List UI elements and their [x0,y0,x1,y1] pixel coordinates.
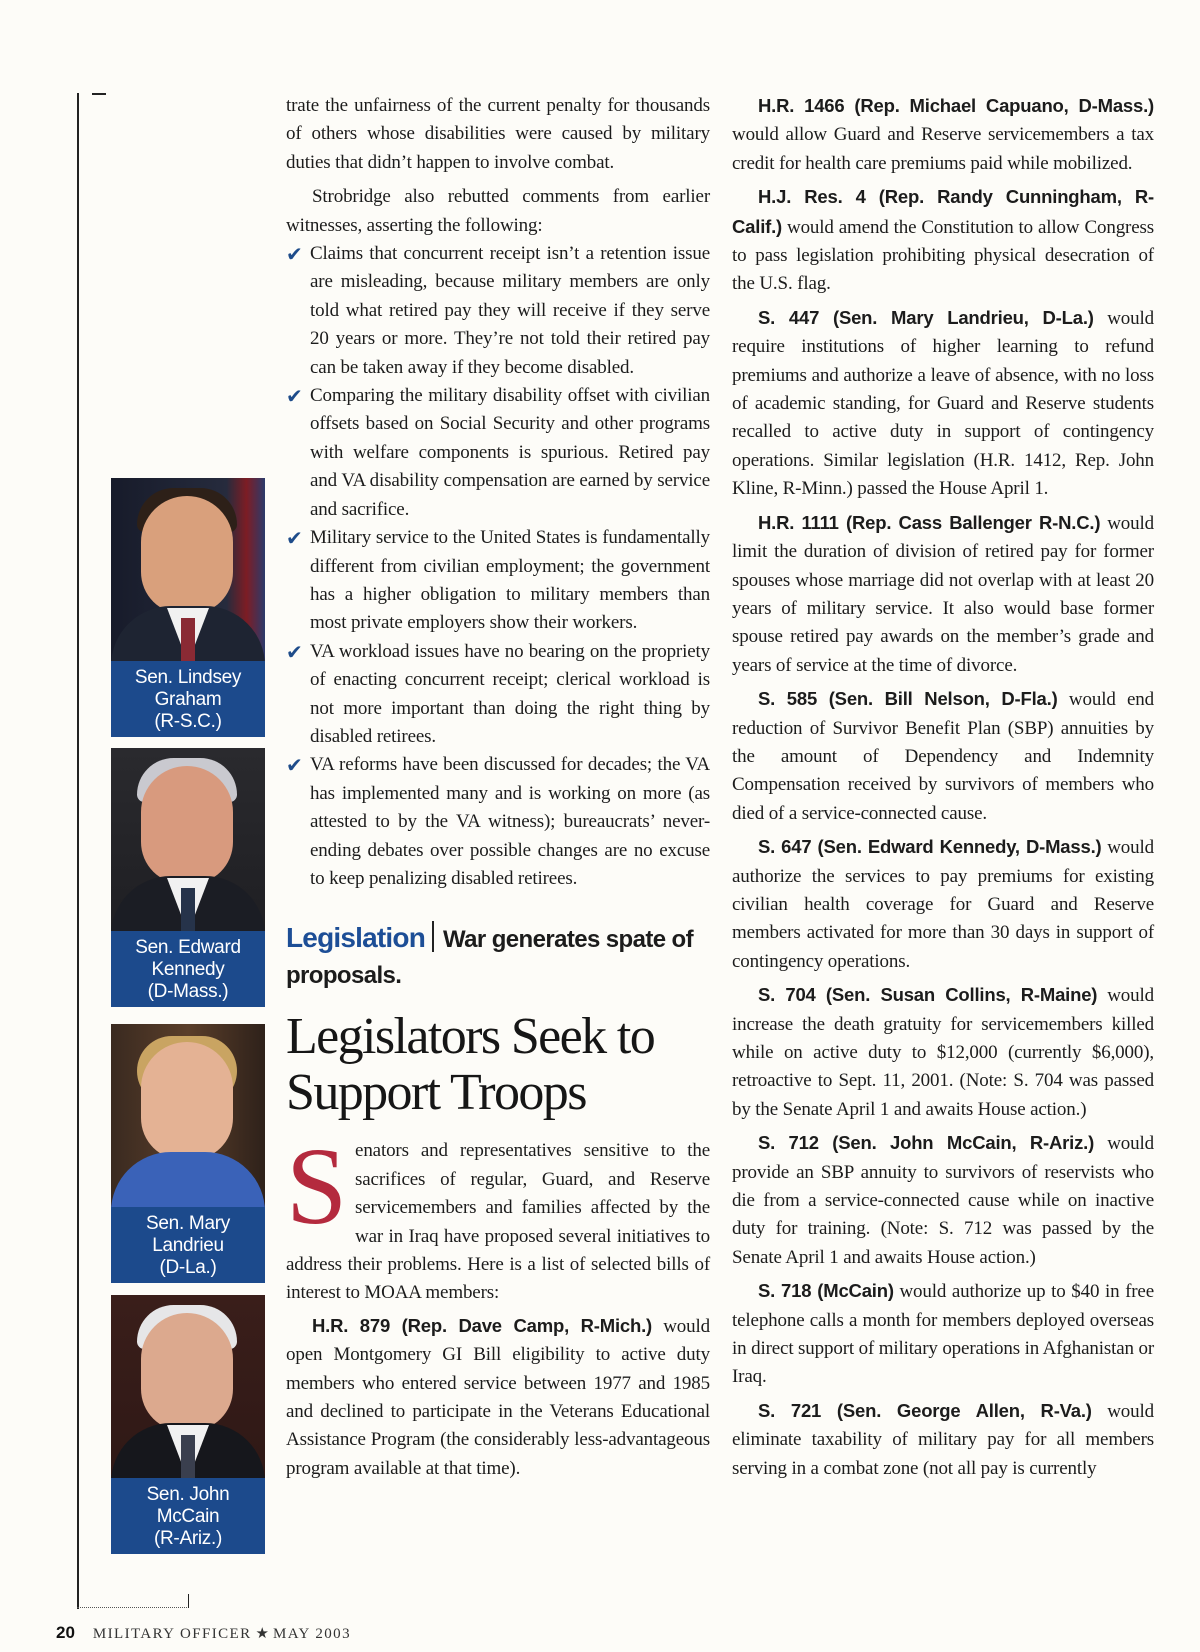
caption-john-mccain: Sen. John McCain (R-Ariz.) [111,1478,265,1554]
paragraph-continued: trate the unfairness of the current penalty for thousands of others whose disabilities were caused by military duties that didn’t happen to involve combat. [286,95,710,173]
checkmark-icon: ✔ [286,242,303,267]
checkmark-icon: ✔ [286,753,303,778]
caption-lindsey-graham: Sen. Lindsey Graham (R-S.C.) [111,661,265,737]
checkmark-icon: ✔ [286,639,303,664]
section-kicker [286,921,710,995]
drop-cap: S [286,1125,348,1248]
kicker-subtitle: War generates spate of proposals. [286,926,693,990]
photo-mary-landrieu [111,1024,265,1283]
corner-crop-mark [92,93,106,95]
sidebar-rule [77,93,79,1609]
bill-hr1466: H.R. 1466 (Rep. Michael Capuano, D-Mass.) would allow Guard and Reserve servicemembers a tax credit for health care premiums paid while mobilized. [732,95,1154,174]
kicker-label: Legislation [286,922,425,954]
bill-s721: S. 721 (Sen. George Allen, R-Va.) would eliminate taxability of military pay for all members serving in a combat zone (not all pay is currently [732,1399,1154,1479]
bill-hr879: H.R. 879 (Rep. Dave Camp, R-Mich.) would open Montgomery GI Bill eligibility to active duty members who entered service between 1977 and 1985 and declined to participate in the Veterans Educational Assistance Program (the considerably less-advantageous program available at that time). [286,1314,710,1479]
paragraph-strobridge: Strobridge also rebutted comments from earlier witnesses, asserting the following: [286,186,710,236]
issue-date: MAY 2003 [272,1626,351,1642]
bullet-item-2: ✔ Comparing the military disability offset with civilian offsets based on Social Security and other programs with welfare components is spurious. Retired pay and VA disability compensation are earned by service and sacrifice. [286,384,710,520]
bill-s647: S. 647 (Sen. Edward Kennedy, D-Mass.) would authorize the services to pay premiums for existing civilian health coverage for Guard and Reserve members activated for more than 30 days in support of contingency operations. [732,836,1154,972]
caption-mary-landrieu: Sen. Mary Landrieu (D-La.) [111,1207,265,1283]
page-number: 20 [56,1623,75,1642]
bottom-dotted-rule [77,1607,189,1608]
checkmark-icon: ✔ [286,384,303,409]
bill-s704: S. 704 (Sen. Susan Collins, R-Maine) would increase the death gratuity for servicemembers killed while on active duty to $12,000 (currently $6,000), retroactive to Sept. 11, 2001. (Note: S. 704 was passed by the Senate April 1 and awaits House action.) [732,984,1154,1120]
bill-hr1111: H.R. 1111 (Rep. Cass Ballenger R-N.C.) would limit the duration of division of retired pay for former spouses whose marriage did not overlap with at least 20 years of military service. It also would base former spouse retired pay awards on the member’s grade and years of service at the time of divorce. [732,511,1154,676]
article-headline: Legislators Seek to Support Troops [286,1008,655,1122]
bullet-item-1: ✔ Claims that concurrent receipt isn’t a retention issue are misleading, because military members are only told what retired pay they will receive if they serve 20 years or more. They’re not told their retired pay can be taken away if they become disabled. [286,242,710,378]
checkmark-icon: ✔ [286,526,303,551]
photo-edward-kennedy [111,748,265,1007]
magazine-name: MILITARY OFFICER [92,1626,252,1642]
bullet-item-3: ✔ Military service to the United States is fundamentally different from civilian employment; the government has a higher obligation to military members than most private employers show their workers. [286,526,710,634]
bill-s718: S. 718 (McCain) would authorize up to $40 in free telephone calls a month for members deployed overseas in direct support of military operations in Afghanistan or Iraq. [732,1280,1154,1388]
bill-s712: S. 712 (Sen. John McCain, R-Ariz.) would provide an SBP annuity to survivors of reservists who die from a service-connected cause while on inactive duty for training. (Note: S. 712 was passed by the Senate April 1 and awaits House action.) [732,1132,1154,1268]
page-footer [56,1623,351,1643]
caption-edward-kennedy: Sen. Edward Kennedy (D-Mass.) [111,931,265,1007]
bill-s585: S. 585 (Sen. Bill Nelson, D-Fla.) would end reduction of Survivor Benefit Plan (SBP) annuities by the amount of Dependency and Indemnity Compensation received by survivors of members who died of a service-connected cause. [732,688,1155,824]
star-separator: ★ [255,1626,269,1642]
bullet-item-4: ✔ VA workload issues have no bearing on the propriety of enacting concurrent receipt; clerical workload is not more important than doing the right thing by disabled retirees. [286,639,710,747]
column-left [286,92,710,1483]
kicker-divider [432,921,434,952]
bill-s447: S. 447 (Sen. Mary Landrieu, D-La.) would require institutions of higher learning to refund premiums and authorize a leave of absence, with no loss of academic standing, for Guard and Reserve students recalled to active duty in support of contingency operations. Similar legislation (H.R. 1412, Rep. John Kline, R-Minn.) passed the House April 1. [732,306,1154,500]
intro-paragraph: Senators and representatives sensitive to the sacrifices of regular, Guard, and Reserve servicemembers and families affected by the war in Iraq have proposed several initiatives to address their problems. Here is a list of selected bills of interest to MOAA members: [286,1125,710,1304]
photo-john-mccain [111,1295,265,1554]
column-right [732,92,1154,1483]
bottom-tick-mark [188,1594,189,1608]
bullet-item-5: ✔ VA reforms have been discussed for decades; the VA has implemented many and is working on more (as attested to by the VA witness); bureaucrats’ never-ending debates over possible changes are no excuse to keep penalizing disabled retirees. [286,753,710,889]
photo-lindsey-graham [111,478,265,737]
bill-hjres4: H.J. Res. 4 (Rep. Randy Cunningham, R-Calif.) would amend the Constitution to allow Congress to pass legislation prohibiting physical desecration of the U.S. flag. [732,186,1154,295]
